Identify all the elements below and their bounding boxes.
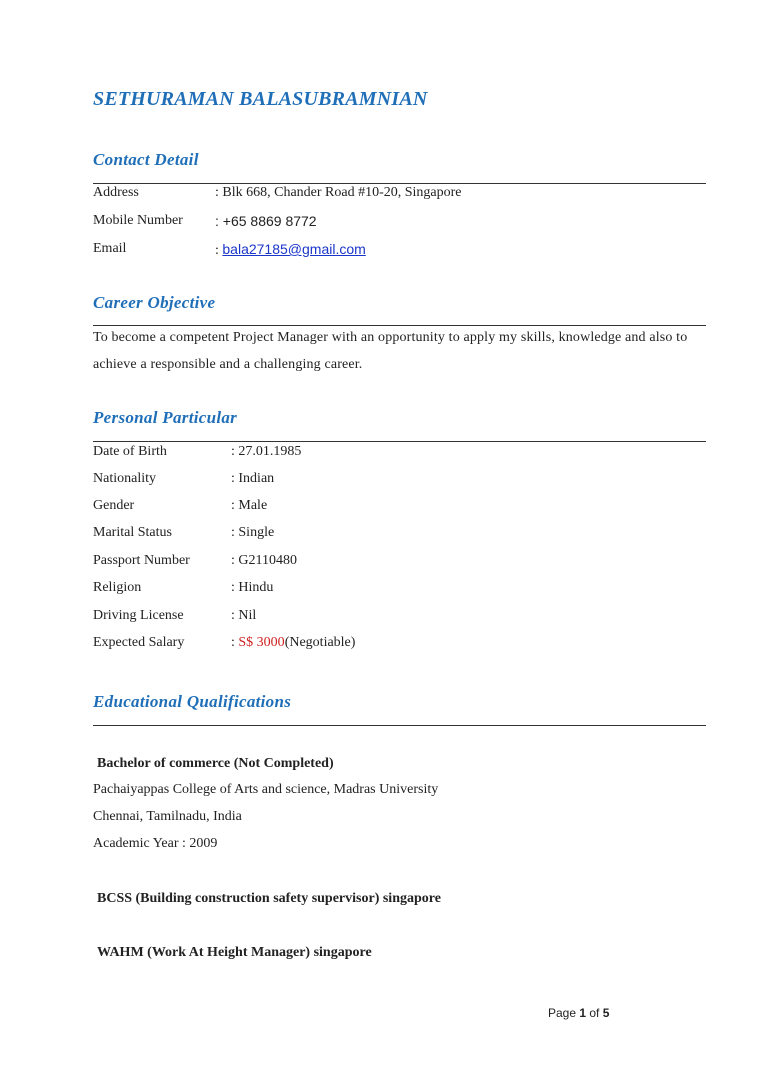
nationality-label: Nationality bbox=[93, 471, 156, 486]
degree-title: Bachelor of commerce (Not Completed) bbox=[97, 756, 334, 771]
marital-label: Marital Status bbox=[93, 525, 172, 540]
personal-row-passport bbox=[93, 553, 297, 569]
career-objective-heading: Career Objective bbox=[93, 293, 216, 312]
degree-college: Pachaiyappas College of Arts and science, Madras University bbox=[93, 782, 439, 797]
address-label: Address bbox=[93, 185, 139, 200]
personal-row-dob bbox=[93, 444, 302, 460]
email-prefix: : bbox=[215, 243, 223, 258]
mobile-label: Mobile Number bbox=[93, 213, 183, 228]
driving-value: : Nil bbox=[231, 608, 257, 623]
salary-prefix: : bbox=[231, 635, 239, 650]
passport-label: Passport Number bbox=[93, 553, 190, 568]
career-objective-text: To become a competent Project Manager with an opportunity to apply my skills, knowledge and also to achieve a responsible and a challenging career. bbox=[93, 330, 688, 372]
page-footer bbox=[548, 1006, 609, 1020]
driving-label: Driving License bbox=[93, 608, 184, 623]
contact-detail-divider bbox=[93, 183, 706, 184]
contact-row-mobile bbox=[93, 213, 317, 229]
page-total: 5 bbox=[602, 1006, 610, 1020]
email-label: Email bbox=[93, 241, 127, 256]
personal-particular-divider bbox=[93, 441, 706, 442]
salary-suffix: (Negotiable) bbox=[284, 635, 356, 650]
email-link[interactable]: bala27185@gmail.com bbox=[222, 241, 366, 257]
personal-row-driving bbox=[93, 608, 257, 624]
education-divider bbox=[93, 725, 706, 726]
salary-amount: S$ 3000 bbox=[238, 635, 285, 650]
education-heading: Educational Qualifications bbox=[93, 692, 292, 711]
personal-row-marital bbox=[93, 525, 275, 541]
salary-label: Expected Salary bbox=[93, 635, 185, 650]
marital-value: : Single bbox=[231, 525, 275, 540]
cert-wahm: WAHM (Work At Height Manager) singapore bbox=[97, 945, 372, 960]
personal-row-religion bbox=[93, 580, 274, 596]
page-current: 1 bbox=[579, 1006, 587, 1020]
salary-value bbox=[231, 635, 355, 651]
nationality-value: : Indian bbox=[231, 471, 275, 486]
candidate-name: SETHURAMAN BALASUBRAMNIAN bbox=[93, 88, 428, 110]
degree-year: Academic Year : 2009 bbox=[93, 836, 218, 851]
email-value bbox=[215, 241, 366, 259]
religion-value: : Hindu bbox=[231, 580, 274, 595]
personal-row-nationality bbox=[93, 471, 275, 487]
contact-row-email bbox=[93, 241, 366, 258]
cert-bcss: BCSS (Building construction safety supervisor) singapore bbox=[97, 891, 441, 906]
mobile-value: : +65 8869 8772 bbox=[215, 213, 317, 229]
personal-row-salary bbox=[93, 635, 356, 651]
degree-location: Chennai, Tamilnadu, India bbox=[93, 809, 242, 824]
dob-label: Date of Birth bbox=[93, 444, 167, 459]
passport-value: : G2110480 bbox=[231, 553, 297, 568]
gender-value: : Male bbox=[231, 498, 268, 513]
personal-row-gender bbox=[93, 498, 268, 514]
contact-row-address bbox=[93, 185, 462, 201]
personal-particular-heading: Personal Particular bbox=[93, 408, 238, 427]
page-word: Page bbox=[548, 1006, 580, 1020]
contact-detail-heading: Contact Detail bbox=[93, 150, 199, 169]
resume-page bbox=[93, 0, 706, 1087]
gender-label: Gender bbox=[93, 498, 135, 513]
page-of: of bbox=[586, 1006, 603, 1020]
dob-value: : 27.01.1985 bbox=[231, 444, 302, 459]
religion-label: Religion bbox=[93, 580, 142, 595]
address-value: : Blk 668, Chander Road #10-20, Singapore bbox=[215, 185, 462, 200]
